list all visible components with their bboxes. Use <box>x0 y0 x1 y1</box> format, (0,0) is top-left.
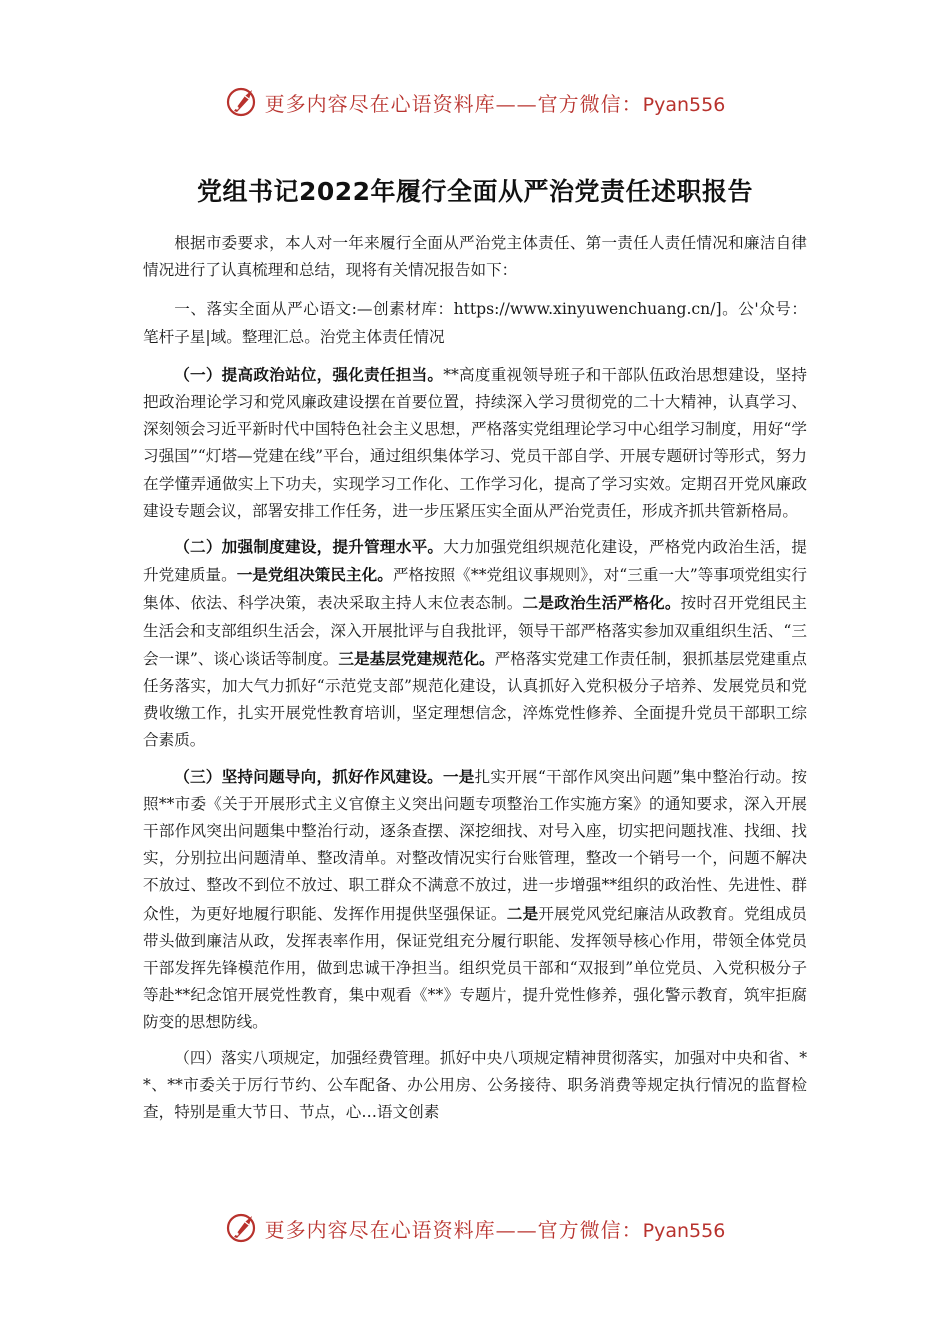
paragraph-4: （四）落实八项规定，加强经费管理。抓好中央八项规定精神贯彻落实，加强对中央和省、**、**市委关于厉行节约、公车配备、办公用房、公务接待、职务消费等规定执行情况的监督检查，特别是重大节日、节点，心…语文创素 <box>143 1048 807 1122</box>
banner-text: 更多内容尽在心语资料库——官方微信：Pyan556 <box>264 1217 726 1242</box>
paragraph-2-sub-3: 三是基层党建规范化。 <box>338 648 495 668</box>
paragraph-2-sub-1: 一是党组决策民主化。 <box>236 565 393 585</box>
paragraph-1-heading: （一）提高政治站位，强化责任担当。 <box>174 364 444 384</box>
document-body <box>143 230 807 1126</box>
paragraph-1 <box>143 361 807 525</box>
paragraph-3-heading: （三）坚持问题导向，抓好作风建设。 <box>174 766 443 786</box>
paragraph-2-sub-2: 二是政治生活严格化。 <box>522 593 681 613</box>
paragraph-2-heading: （二）加强制度建设，提升管理水平。 <box>174 537 444 557</box>
footer-banner <box>0 1208 950 1248</box>
banner-wechat-id: Pyan556 <box>642 93 726 116</box>
pen-nib-logo-icon <box>225 1210 261 1246</box>
paragraph-3-sub-1: 一是 <box>442 766 475 786</box>
paragraph-3-text-1: 扎实开展“干部作风突出问题”集中整治行动。按照**市委《关于开展形式主义官僚主义突出问题专项整治工作实施方案》的通知要求，深入开展干部作风突出问题集中整治行动，逐条查摆、深挖细找、对号入座，切实把问题找准、找细、找实，分别拉出问题清单、整改清单。对整改情况实行台账管理，整改一个销号一个，问题不解决不放过、整改不到位不放过、职工群众不满意不放过，进一步增强**组织的政治性、先进性、群众性，为更好地履行职能、发挥作用提供坚强保证。 <box>143 767 807 923</box>
paragraph-2 <box>143 533 807 755</box>
paragraph-3-sub-2: 二是 <box>506 903 539 923</box>
paragraph-1-text: **高度重视领导班子和干部队伍政治思想建设，坚持把政治理论学习和党风廉政建设摆在首要位置，持续深入学习贯彻党的二十大精神，认真学习、深刻领会习近平新时代中国特色社会主义思想，严格落实党组理论学习中心组学习制度，用好“学习强国”“灯塔—党建在线”平台，通过组织集体学习、党员干部自学、开展专题研讨等形式，努力在学懂弄通做实上下功夫，实现学习工作化、工作学习化，提高了学习实效。定期召开党风廉政建设专题会议，部署安排工作任务，进一步压紧压实全面从严治党责任，形成齐抓共管新格局。 <box>143 365 807 520</box>
paragraph-2-text-4: 严格落实党建工作责任制，狠抓基层党建重点任务落实，加大气力抓好“示范党支部”规范化建设，认真抓好入党积极分子培养、发展党员和党费收缴工作，扎实开展党性教育培训，坚定理想信念，淬炼党性修养、全面提升党员干部职工综合素质。 <box>143 649 807 750</box>
header-banner <box>0 82 950 122</box>
paragraph-2-text-3: 按时召开党组民主生活会和支部组织生活会，深入开展批评与自我批评，领导干部严格落实参加双重组织生活、“三会一课”、谈心谈话等制度。 <box>143 594 807 668</box>
paragraph-2-text-1: 大力加强党组织规范化建设，严格党内政治生活，提升党建质量。 <box>143 538 807 585</box>
pen-nib-logo-icon <box>225 84 261 120</box>
paragraph-3 <box>143 763 807 1037</box>
intro-paragraph: 根据市委要求，本人对一年来履行全面从严治党主体责任、第一责任人责任情况和廉洁自律情况进行了认真梳理和总结，现将有关情况报告如下： <box>143 234 807 280</box>
section-1-heading: 一、落实全面从严心语文:—创素材库：https://www.xinyuwenchuang.cn/]。公'众号：笔杆子星|域。整理汇总。治党主体责任情况 <box>143 300 807 346</box>
document-title: 党组书记2022年履行全面从严治党责任述职报告 <box>196 177 754 206</box>
banner-wechat-id: Pyan556 <box>642 1219 726 1242</box>
paragraph-2-text-2: 严格按照《**党组议事规则》，对“三重一大”等事项党组实行集体、依法、科学决策，表决采取主持人末位表态制。 <box>143 566 807 613</box>
paragraph-3-text-2: 开展党风党纪廉洁从政教育。党组成员带头做到廉洁从政，发挥表率作用，保证党组充分履行职能、发挥领导核心作用，带领全体党员干部发挥先锋模范作用，做到忠诚干净担当。组织党员干部和“双报到”单位党员、入党积极分子等赴**纪念馆开展党性教育，集中观看《**》专题片，提升党性修养，强化警示教育，筑牢拒腐防变的思想防线。 <box>143 904 807 1032</box>
banner-text: 更多内容尽在心语资料库——官方微信：Pyan556 <box>264 91 726 116</box>
